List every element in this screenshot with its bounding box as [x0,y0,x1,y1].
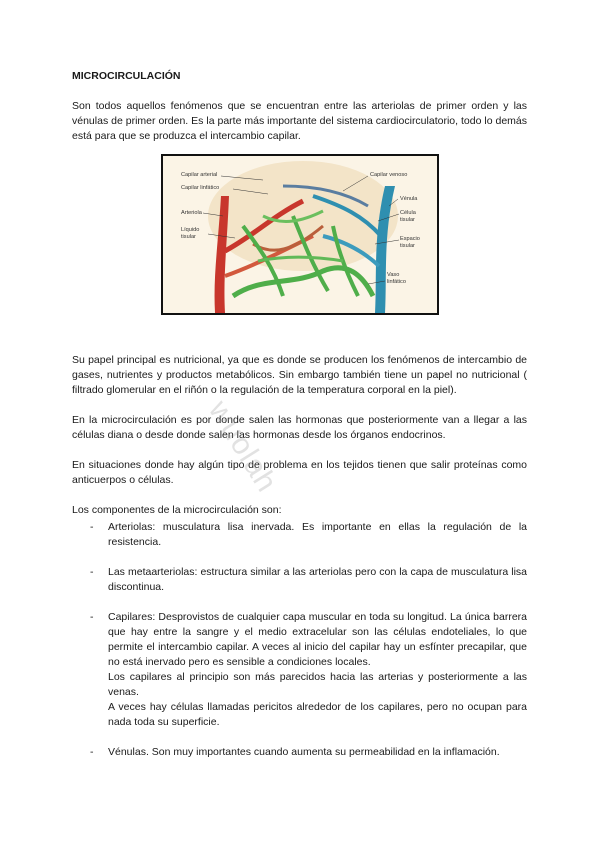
components-heading: Los componentes de la microcirculación son: [72,504,282,516]
intro-paragraph: Son todos aquellos fenómenos que se encuentran entre las arteriolas de primer orden y las vénulas de primer orden. Es la parte más importante del sistema cardiocirculatorio, todo lo demás está para que se produzca el intercambio capilar. [72,100,527,142]
label-espacio-tisular: tisular [399,243,415,249]
list-item-text: Arteriolas: musculatura lisa inervada. Es importante en ellas la regulación de la resistencia. [108,521,527,548]
list-item-venulas [72,745,527,760]
label-capilar-linfatico: Capilar linfático [180,185,219,191]
label-capilar-arterial: Capilar arterial [180,172,217,178]
body-paragraphs [72,353,527,488]
list-item-text: Capilares: Desprovistos de cualquier capa muscular en toda su longitud. La única barrera que hay entre la sangre y el medio extracelular son las células endoteliales, lo que permite el intercambio capilar. A veces al inicio del capilar hay un esfínter precapilar, que no está inervado pero es sensible a condiciones locales. [108,611,527,668]
label-linfatico: linfático [386,279,406,285]
list-dash: - [90,521,94,533]
list-item-text: A veces hay células llamadas pericitos alrededor de los capilares, pero no ocupan para nada toda su superficie. [108,701,527,728]
list-dash: - [90,566,94,578]
paragraph-nutricional: Su papel principal es nutricional, ya que es donde se producen los fenómenos de intercambio de gases, nutrientes y productos metabólicos. Sin embargo también tiene un papel no nutricional ( filtrado glomerular en el riñón o la regulación de la temperatura corporal en la piel). [72,354,527,396]
microcirculation-figure [161,154,439,315]
page-title: MICROCIRCULACIÓN [72,70,181,82]
list-item-metaarteriolas [72,565,527,595]
label-liquido: Líquido [180,227,199,233]
label-vaso: Vaso [386,272,399,278]
microcirculation-diagram [163,156,437,313]
list-item-capilares [72,610,527,730]
list-dash: - [90,611,94,623]
paragraph-hormonas: En la microcirculación es por donde salen las hormonas que posteriormente van a llegar a las células diana o desde donde salen las hormonas desde los órganos endocrinos. [72,414,527,441]
list-item-text: Las metaarteriolas: estructura similar a las arteriolas pero con la capa de musculatura lisa discontinua. [108,566,527,593]
label-celula: Célula [399,210,416,216]
components-list [72,520,527,760]
label-venula: Vénula [399,196,417,202]
list-dash: - [90,746,94,758]
document-page [72,70,527,775]
watermark: wuolah [202,395,284,499]
label-liquido-tisular: tisular [180,234,196,240]
label-capilar-venoso: Capilar venoso [369,172,407,178]
label-celula-tisular: tisular [399,217,415,223]
list-item-text: Los capilares al principio son más parecidos hacia las arterias y posteriormente a las venas. [108,671,527,698]
label-espacio: Espacio [399,236,420,242]
list-item-arteriolas [72,520,527,550]
label-arteriola: Arteriola [180,210,202,216]
paragraph-proteinas: En situaciones donde hay algún tipo de problema en los tejidos tienen que salir proteínas como anticuerpos o células. [72,459,527,486]
list-item-text: Vénulas. Son muy importantes cuando aumenta su permeabilidad en la inflamación. [108,746,500,758]
